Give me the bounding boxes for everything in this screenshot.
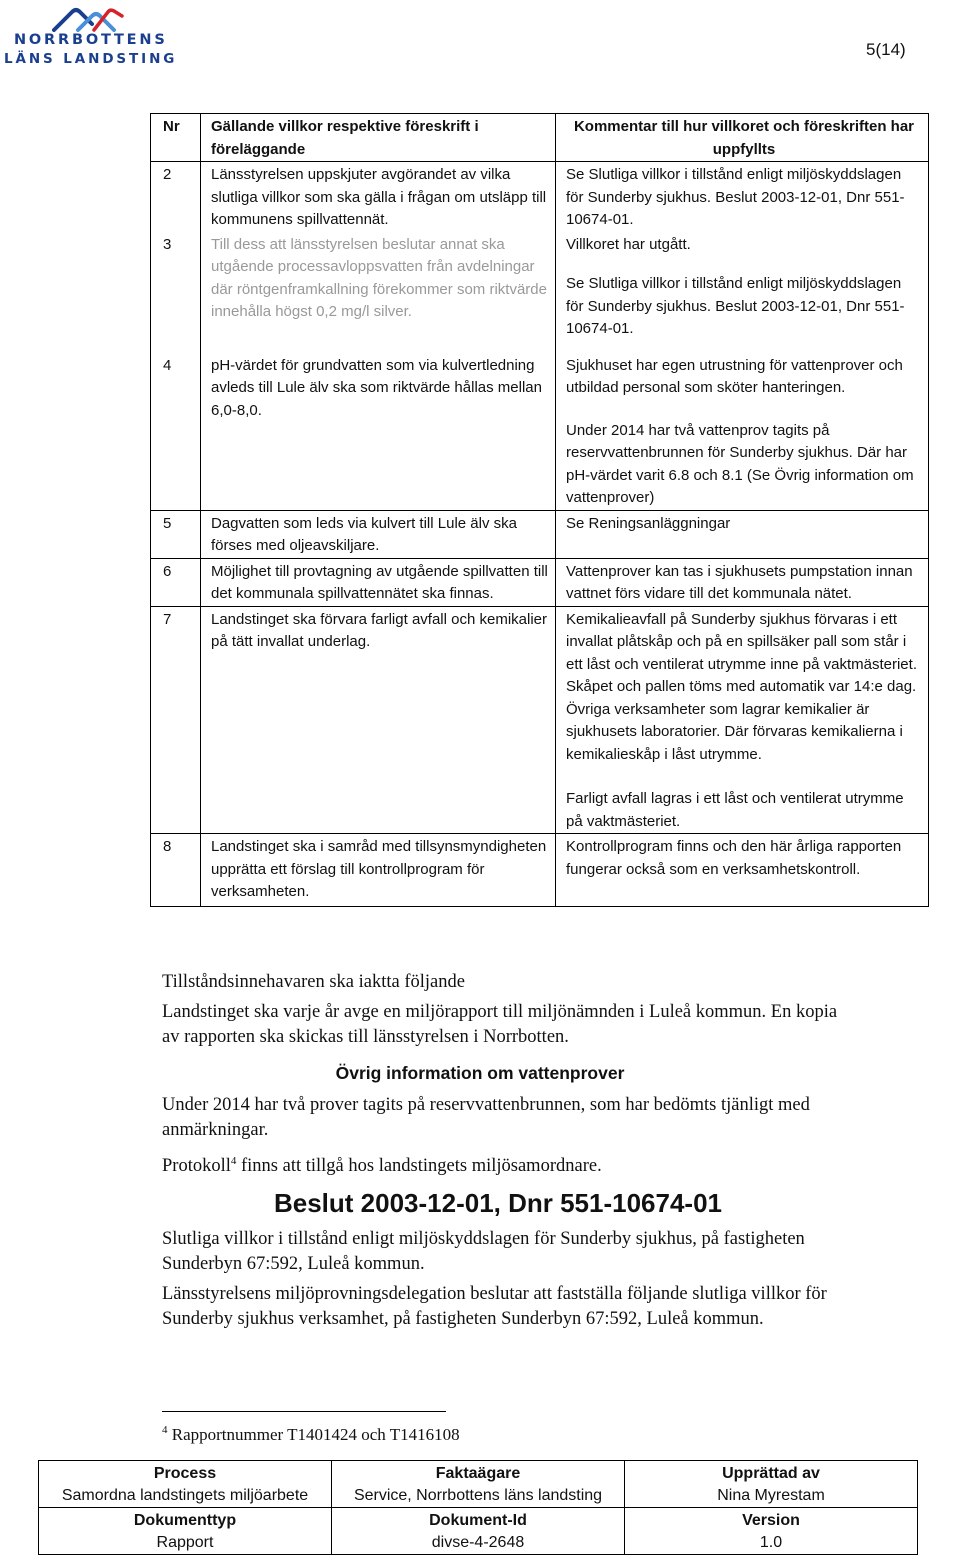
table-row <box>151 341 929 511</box>
footer-row <box>39 1461 918 1508</box>
footer-owner-value: Service, Norrbottens läns landsting <box>353 1487 603 1504</box>
page-number: 5(14) <box>866 40 906 59</box>
footer-docid-cell <box>332 1508 625 1555</box>
table-row <box>151 510 929 558</box>
footer-doctype-value: Rapport <box>156 1534 214 1551</box>
protocol-text-b: finns att tillgå hos landstingets miljösamordnare. <box>236 1156 602 1176</box>
row-comment <box>556 606 929 834</box>
logo-text-line2: LÄNS LANDSTING <box>4 51 178 67</box>
row-nr: 4 <box>151 341 201 511</box>
footer-author-value: Nina Myrestam <box>717 1487 825 1504</box>
footer-version-label: Version <box>742 1512 800 1529</box>
row-comment: Vattenprover kan tas i sjukhusets pumpstation innan vattnet förs vidare till det kommunala nätet. <box>556 558 929 606</box>
row-nr: 5 <box>151 510 201 558</box>
logo-mark-icon <box>52 6 124 32</box>
county-council-logo <box>0 0 180 72</box>
comment-paragraph: Villkoret har utgått. <box>566 235 691 253</box>
table-header-row <box>151 114 929 162</box>
footer-version-cell <box>625 1508 918 1555</box>
footer-owner-label: Faktaägare <box>435 1465 521 1482</box>
footer-owner-cell <box>332 1461 625 1508</box>
row-comment: Se Reningsanläggningar <box>556 510 929 558</box>
footnote-separator <box>162 1411 446 1412</box>
row-condition: Länsstyrelsen uppskjuter avgörandet av vilka slutliga villkor som ska gälla i frågan om utsläpp till kommunens spillvattennät. <box>201 162 556 232</box>
row-condition: Möjlighet till provtagning av utgående spillvatten till det kommunala spillvattennätet ska finnas. <box>201 558 556 606</box>
row-condition: pH-värdet för grundvatten som via kulvertledning avleds till Lule älv ska som riktvärde hållas mellan 6,0-8,0. <box>201 341 556 511</box>
protocol-footnote-ref: 4 <box>230 1155 237 1167</box>
row-nr: 7 <box>151 606 201 834</box>
row-condition: Till dess att länsstyrelsen beslutar annat ska utgående processavloppsvatten från avdelningar där röntgenframkallning förekommer som riktvärde innehålla högst 0,2 mg/l silver. <box>201 232 556 341</box>
row-condition: Landstinget ska förvara farligt avfall och kemikalier på tätt invallat underlag. <box>201 606 556 834</box>
footer-author-cell <box>625 1461 918 1508</box>
table-row <box>151 162 929 232</box>
footer-author-label: Upprättad av <box>722 1465 820 1482</box>
footer-doctype-label: Dokumenttyp <box>133 1512 237 1529</box>
row-nr: 2 <box>151 162 201 232</box>
decision-heading: Beslut 2003-12-01, Dnr 551-10674-01 <box>273 1188 723 1218</box>
table-row <box>151 232 929 341</box>
row-nr: 6 <box>151 558 201 606</box>
obligations-text: Landstinget ska varje år avge en miljörapport till miljönämnden i Luleå kommun. En kopia av rapporten ska skickas till länsstyrelsen i Norrbotten. <box>162 1002 838 1047</box>
footer-process-value: Samordna landstingets miljöarbete <box>61 1487 309 1504</box>
footer-process-label: Process <box>153 1465 217 1482</box>
comment-paragraph: Sjukhuset har egen utrustning för vattenprover och utbildad personal som sköter hanteringen. <box>566 356 903 396</box>
footer-docid-label: Dokument-Id <box>429 1512 527 1529</box>
comment-paragraph: Under 2014 har två vattenprov tagits på reservvattenbrunnen för Sunderby sjukhus. Där har pH-värdet varit 6.8 och 8.1 (Se Övrig information om vattenprover) <box>566 421 914 506</box>
footnote-text: Rapportnummer T1401424 och T1416108 <box>167 1425 460 1444</box>
row-nr: 8 <box>151 834 201 907</box>
decision-text-2: Länsstyrelsens miljöprovningsdelegation beslutar att fastställa följande slutliga villkor för Sunderby sjukhus verksamhet, på fastigheten Sunderbyn 67:592, Luleå kommun. <box>162 1284 827 1329</box>
logo-text-line1: NORRBOTTENS <box>14 32 168 48</box>
comment-paragraph: Se Slutliga villkor i tillstånd enligt miljöskyddslagen för Sunderby sjukhus. Beslut 2003-12-01, Dnr 551-10674-01. <box>566 275 905 337</box>
decision-text-1: Slutliga villkor i tillstånd enligt miljöskyddslagen för Sunderby sjukhus, på fastigheten Sunderbyn 67:592, Luleå kommun. <box>162 1229 805 1274</box>
water-text: Under 2014 har två prover tagits på reservvattenbrunnen, som har bedömts tjänligt med anmärkningar. <box>162 1095 810 1140</box>
row-nr: 3 <box>151 232 201 341</box>
footnote <box>162 1418 460 1447</box>
row-comment: Se Slutliga villkor i tillstånd enligt miljöskyddslagen för Sunderby sjukhus. Beslut 2003-12-01, Dnr 551-10674-01. <box>556 162 929 232</box>
header-nr: Nr <box>151 114 201 162</box>
table-row <box>151 606 929 834</box>
table-row <box>151 558 929 606</box>
document-footer-table <box>38 1460 918 1555</box>
row-comment: Kontrollprogram finns och den här årliga rapporten fungerar också som en verksamhetskontroll. <box>556 834 929 907</box>
footer-docid-value: divse-4-2648 <box>431 1534 525 1551</box>
row-condition: Landstinget ska i samråd med tillsynsmyndigheten upprätta ett förslag till kontrollprogram för verksamheten. <box>201 834 556 907</box>
protocol-text <box>162 1149 862 1179</box>
conditions-table <box>150 113 929 907</box>
footer-row <box>39 1508 918 1555</box>
row-condition: Dagvatten som leds via kulvert till Lule älv ska förses med oljeavskiljare. <box>201 510 556 558</box>
footnote-marker: 4 <box>162 1424 168 1436</box>
row-comment <box>556 232 929 341</box>
footer-version-value: 1.0 <box>759 1534 783 1551</box>
footer-doctype-cell <box>39 1508 332 1555</box>
comment-paragraph: Farligt avfall lagras i ett låst och ventilerat utrymme på vaktmästeriet. <box>566 790 904 830</box>
row-comment <box>556 341 929 511</box>
table-row <box>151 834 929 907</box>
obligations-heading: Tillståndsinnehavaren ska iaktta följande <box>162 972 465 992</box>
header-condition: Gällande villkor respektive föreskrift i föreläggande <box>201 114 556 162</box>
header-comment: Kommentar till hur villkoret och föreskriften har uppfyllts <box>556 114 929 162</box>
comment-paragraph: Kemikalieavfall på Sunderby sjukhus förvaras i ett invallat plåtskåp och på en spillsäker pall som står i ett låst och ventilerat utrymme inne på vaktmästeriet. Skåpet och pallen töms med automatik var 14:e dag. Övriga verksamheter som lagrar kemikalier är sjukhusets laboratorier. Där förvaras kemikalierna i kemikalieskåp i låst utrymme. <box>566 610 917 763</box>
water-heading: Övrig information om vattenprover <box>335 1063 625 1083</box>
protocol-text-a: Protokoll <box>162 1156 231 1176</box>
footer-process-cell <box>39 1461 332 1508</box>
